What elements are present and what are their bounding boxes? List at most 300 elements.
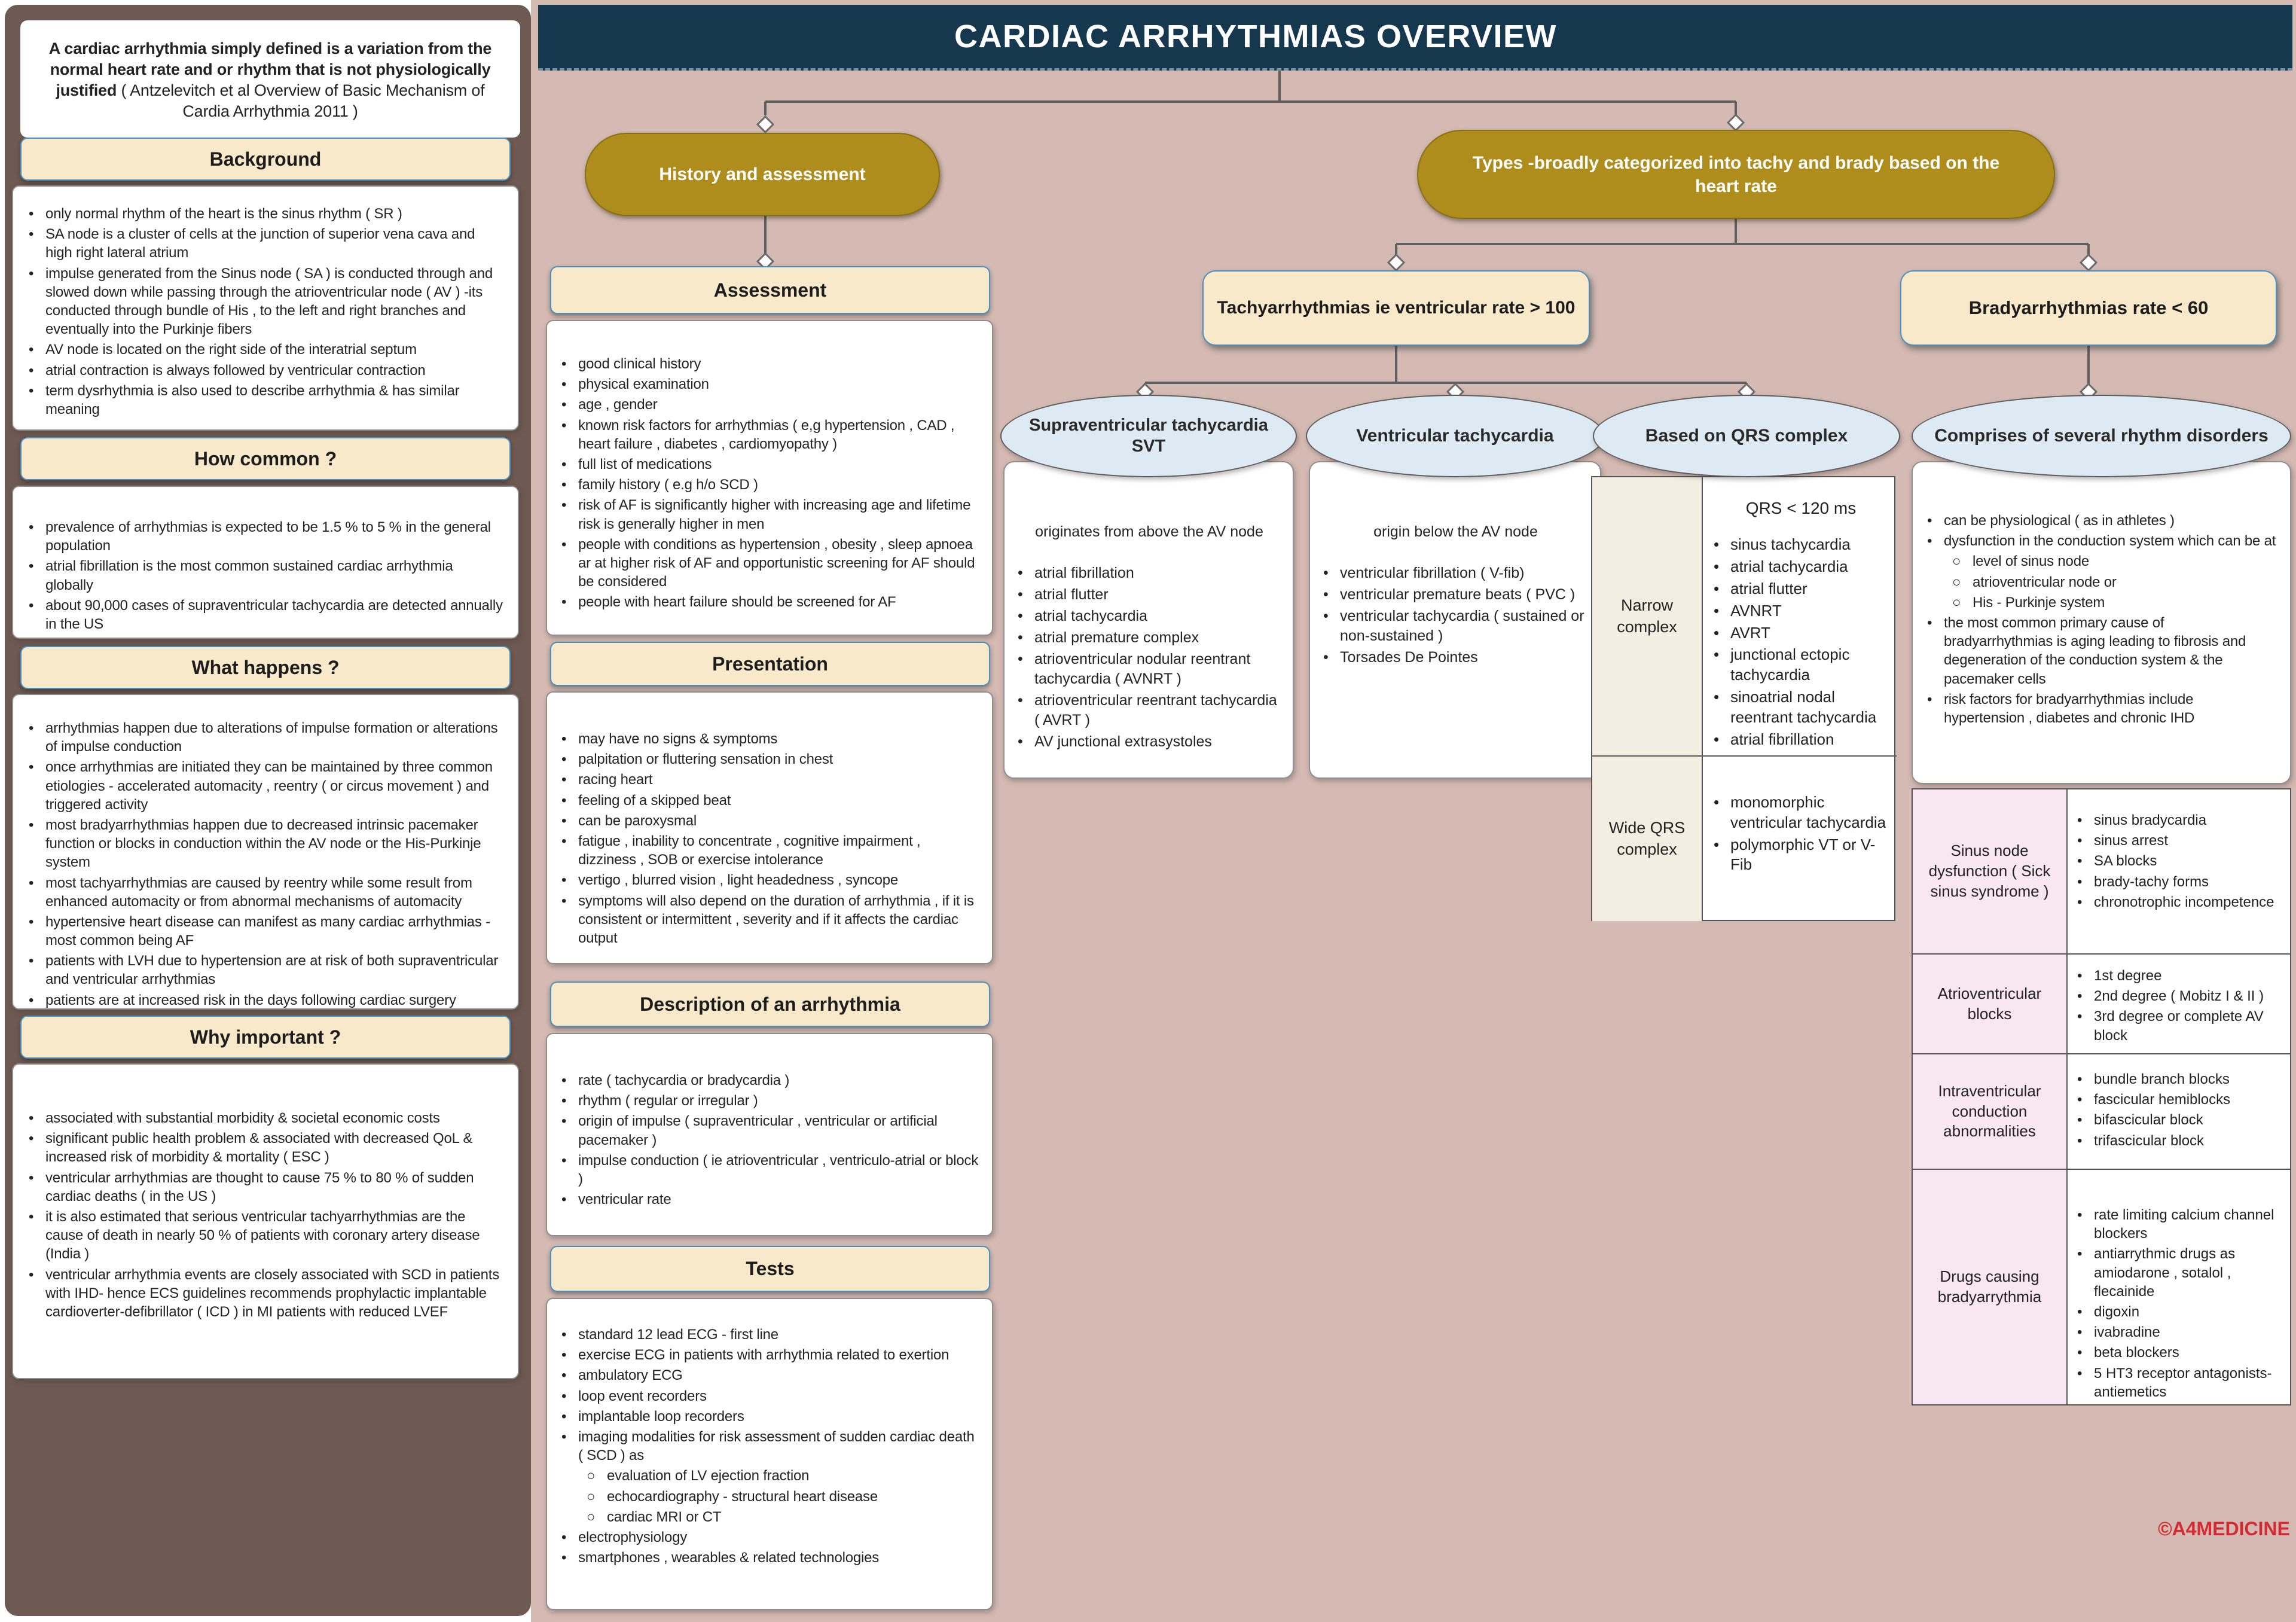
node-svt — [1000, 395, 1297, 477]
section-header-label: Why important ? — [190, 1026, 341, 1048]
list-item-text: family history ( e.g h/o SCD ) — [578, 477, 758, 493]
bullet-icon: • — [2077, 1344, 2083, 1361]
section-header-how-common — [20, 437, 511, 480]
list-item — [2077, 811, 2285, 830]
bullet-icon: • — [29, 362, 34, 379]
definition-box — [20, 20, 520, 138]
list-item-text: risk factors for bradyarrhythmias include hypertension , diabetes and chronic IHD — [1944, 691, 2195, 726]
list-item-text: exercise ECG in patients with arrhythmia related to exertion — [578, 1347, 949, 1364]
list-item-text: ventricular arrhythmias are thought to cause 75 % to 80 % of sudden cardiac deaths ( in the US ) — [45, 1169, 474, 1205]
bullet-icon: • — [1018, 629, 1023, 646]
bullet-icon: • — [1714, 730, 1720, 748]
sub-bullet-icon: ○ — [587, 1508, 596, 1525]
list-item-text: fascicular hemiblocks — [2094, 1092, 2231, 1108]
list-item-text: arrhythmias happen due to alterations of impulse formation or alterations of impulse conduction — [45, 720, 498, 755]
list-item-text: patients are at increased risk in the days following cardiac surgery — [45, 992, 456, 1008]
list-item — [29, 557, 503, 594]
list-item — [561, 1407, 979, 1426]
sub-list-item — [1927, 593, 2277, 612]
svt-list — [1018, 563, 1281, 752]
list-item — [1323, 585, 1588, 605]
bullet-icon: • — [29, 759, 34, 776]
bullet-icon: • — [561, 792, 567, 809]
list-item — [29, 1266, 503, 1322]
list-item-text: AVNRT — [1730, 601, 1782, 620]
bullet-icon: • — [561, 477, 567, 493]
list-item-text: origin of impulse ( supraventricular , ventricular or artificial pacemaker ) — [578, 1113, 938, 1148]
list-item — [2077, 987, 2285, 1005]
list-item-text: chronotrophic incompetence — [2094, 894, 2274, 910]
how-common-content-box — [12, 486, 519, 639]
list-item-text: bifascicular block — [2094, 1112, 2203, 1129]
list-item-text: known risk factors for arrhythmias ( e,g hypertension , CAD , heart failure , diabetes , cardiomyopathy ) — [578, 417, 955, 452]
brady-row-2-list — [2077, 1070, 2285, 1150]
qrs-wide-list — [1714, 792, 1888, 875]
list-item-text: it is also estimated that serious ventricular tachyarrhythmias are the cause of death in nearly 50 % of patients with coronary artery disease (India ) — [45, 1208, 480, 1263]
list-item-text: 2nd degree ( Mobitz I & II ) — [2094, 988, 2264, 1005]
bullet-icon: • — [1018, 586, 1023, 603]
node-history-and-assessment — [585, 133, 940, 216]
sub-list-item-text: atrioventricular node or — [1973, 574, 2117, 590]
list-item — [2077, 831, 2285, 850]
list-item — [1927, 690, 2277, 727]
list-item-text: physical examination — [578, 376, 709, 393]
list-item — [1018, 563, 1281, 583]
list-item-text: significant public health problem & associated with decreased QoL & increased risk of morbidity & mortality ( ESC ) — [45, 1130, 473, 1166]
assessment-list — [561, 355, 979, 611]
list-item-text: sinoatrial nodal reentrant tachycardia — [1730, 687, 1877, 726]
list-item-text: 1st degree — [2094, 968, 2162, 984]
list-item-text: once arrhythmias are initiated they can be maintained by three common etiologies - accelerated automacity , reentry ( or circus movement ) and triggered activity — [45, 759, 493, 813]
brady-row-3-content — [2068, 1170, 2291, 1404]
list-item — [29, 1208, 503, 1264]
list-item — [2077, 1343, 2285, 1362]
bullet-icon: • — [561, 594, 567, 611]
qrs-table — [1591, 476, 1895, 921]
bullet-icon: • — [2077, 812, 2083, 828]
sub-bullet-icon: ○ — [1952, 553, 1961, 570]
list-item — [1018, 606, 1281, 626]
brady-row-0-content — [2068, 789, 2291, 955]
list-item-text: sinus tachycardia — [1730, 535, 1851, 554]
list-item — [29, 361, 503, 380]
bullet-icon: • — [561, 497, 567, 514]
assessment-content-box — [546, 320, 993, 636]
brady-row-1-content — [2068, 955, 2291, 1054]
list-item-text: good clinical history — [578, 356, 701, 372]
bullet-icon: • — [29, 382, 34, 399]
list-item — [1714, 792, 1888, 833]
node-label: Based on QRS complex — [1645, 426, 1848, 446]
list-item — [1714, 687, 1888, 728]
list-item-text: sinus bradycardia — [2094, 812, 2207, 828]
vt-list — [1323, 563, 1588, 667]
section-header-label: How common ? — [194, 447, 337, 469]
list-item — [29, 225, 503, 262]
list-item — [561, 1325, 979, 1344]
bullet-icon: • — [29, 1130, 34, 1147]
bullet-icon: • — [29, 816, 34, 833]
bullet-icon: • — [1018, 565, 1023, 581]
list-item-text: fatigue , inability to concentrate , cognitive impairment , dizziness , SOB or exercise intolerance — [578, 833, 921, 868]
list-item — [561, 812, 979, 830]
bullet-icon: • — [1714, 601, 1720, 620]
list-item — [2077, 893, 2285, 911]
bullet-icon: • — [561, 1388, 567, 1404]
list-item-text: only normal rhythm of the heart is the sinus rhythm ( SR ) — [45, 206, 402, 222]
section-header-tests — [550, 1246, 990, 1292]
bullet-icon: • — [1018, 608, 1023, 624]
node-types — [1417, 130, 2055, 219]
brady-content-box — [1912, 461, 2291, 784]
list-item — [561, 455, 979, 474]
list-item-text: electrophysiology — [578, 1529, 688, 1545]
list-item — [1018, 650, 1281, 689]
node-label-line2: SVT — [1131, 437, 1166, 456]
section-header-label: Presentation — [712, 653, 828, 675]
qrs-row-narrow-label — [1592, 477, 1703, 757]
list-item-text: SA blocks — [2094, 853, 2157, 870]
list-item-text: ventricular fibrillation ( V-fib) — [1340, 565, 1525, 581]
bullet-icon: • — [29, 913, 34, 930]
list-item — [561, 1112, 979, 1149]
bullet-icon: • — [2077, 988, 2083, 1005]
background-list — [29, 205, 503, 419]
tests-list — [561, 1325, 979, 1567]
why-important-list — [29, 1109, 503, 1321]
section-header-presentation — [550, 642, 990, 686]
brady-row-0-label — [1913, 789, 2068, 955]
list-item — [29, 952, 503, 989]
list-item — [561, 791, 979, 810]
list-item-text: racing heart — [578, 772, 653, 788]
list-item-text: can be paroxysmal — [578, 812, 697, 829]
list-item — [29, 991, 503, 1010]
node-label: Types -broadly categorized into tachy and brady based on the heart rate — [1472, 153, 2000, 196]
list-item-text: hypertensive heart disease can manifest as many cardiac arrhythmias - most common being AF — [45, 913, 490, 949]
list-item — [561, 1387, 979, 1405]
list-item — [1927, 511, 2277, 530]
bullet-icon: • — [561, 751, 567, 768]
qrs-narrow-list — [1714, 535, 1888, 749]
bullet-icon: • — [1714, 535, 1720, 554]
list-item-text: loop event recorders — [578, 1388, 707, 1404]
bullet-icon: • — [1927, 513, 1932, 529]
list-item-text: antiarrythmic drugs as amiodarone , sotalol , flecainide — [2094, 1246, 2236, 1300]
list-item-text: brady-tachy forms — [2094, 873, 2209, 890]
list-item — [2077, 1245, 2285, 1301]
node-bradyarrhythmias — [1900, 270, 2277, 346]
list-item-text: atrial flutter — [1034, 586, 1109, 603]
list-item-text: imaging modalities for risk assessment of sudden cardiac death ( SCD ) as — [578, 1428, 975, 1464]
brady-row-3-list — [2077, 1206, 2285, 1401]
node-based-on-qrs-complex — [1593, 395, 1900, 477]
bullet-icon: • — [2077, 1207, 2083, 1223]
list-item-text: beta blockers — [2094, 1344, 2179, 1361]
bullet-icon: • — [2077, 1092, 2083, 1108]
list-item-text: monomorphic ventricular tachycardia — [1730, 793, 1886, 831]
list-item — [2077, 873, 2285, 891]
list-item — [2077, 1303, 2285, 1321]
list-item-text: atrial tachycardia — [1730, 557, 1848, 576]
qrs-row-narrow-content — [1703, 477, 1897, 757]
section-header-assessment — [550, 266, 990, 314]
page-title: CARDIAC ARRHYTHMIAS OVERVIEW — [954, 19, 1558, 54]
bullet-icon: • — [1018, 733, 1023, 750]
bullet-icon: • — [1323, 649, 1329, 666]
list-item — [1714, 557, 1888, 577]
table-row-label: Atrioventricular blocks — [1937, 984, 2042, 1023]
sub-list-item — [1927, 573, 2277, 592]
bullet-icon: • — [29, 1169, 34, 1186]
list-item-text: standard 12 lead ECG - first line — [578, 1327, 778, 1343]
list-item-text: atrioventricular reentrant tachycardia ( AVRT ) — [1034, 692, 1277, 728]
list-item — [1714, 730, 1888, 750]
sub-list-item-text: cardiac MRI or CT — [607, 1508, 722, 1525]
list-item — [29, 913, 503, 950]
node-comprises-rhythm-disorders — [1912, 395, 2291, 477]
bullet-icon: • — [561, 1327, 567, 1343]
list-item-text: the most common primary cause of bradyarrhythmias is aging leading to fibrosis and degeneration of the conduction system & the pacemaker cells — [1944, 614, 2246, 687]
list-item-text: vertigo , blurred vision , light headedness , syncope — [578, 872, 899, 889]
list-item-text: ventricular rate — [578, 1191, 671, 1208]
list-item — [29, 816, 503, 872]
list-item-text: Torsades De Pointes — [1340, 649, 1478, 666]
bullet-icon: • — [29, 265, 34, 282]
bullet-icon: • — [1927, 533, 1932, 550]
list-item — [29, 340, 503, 359]
list-item — [2077, 1070, 2285, 1089]
list-item — [561, 1092, 979, 1110]
list-item — [1323, 563, 1588, 583]
bullet-icon: • — [29, 874, 34, 891]
bullet-icon: • — [29, 558, 34, 575]
table-row-label: Sinus node dysfunction ( Sick sinus syndrome ) — [1928, 842, 2051, 900]
bullet-icon: • — [1714, 645, 1720, 664]
section-header-what-happens — [20, 646, 511, 689]
bullet-icon: • — [29, 226, 34, 243]
description-content-box — [546, 1033, 993, 1236]
list-item-text: impulse conduction ( ie atrioventricular , ventriculo-atrial or block ) — [578, 1152, 979, 1187]
bullet-icon: • — [561, 1093, 567, 1109]
list-item — [1714, 601, 1888, 621]
list-item-text: ventricular arrhythmia events are closely associated with SCD in patients with IHD- hence ECS guidelines recommends prophylactic implantable cardioverter-defibrillator ( ICD ) in MI patients with reduced LVEF — [45, 1266, 500, 1320]
list-item — [2077, 1323, 2285, 1341]
list-item-text: about 90,000 cases of supraventricular tachycardia are detected annually in the US — [45, 597, 503, 632]
section-header-why-important — [20, 1016, 511, 1059]
bullet-icon: • — [29, 1110, 34, 1126]
list-item-text: associated with substantial morbidity & societal economic costs — [45, 1110, 440, 1126]
bullet-icon: • — [2077, 1246, 2083, 1263]
brady-row-0-list — [2077, 811, 2285, 911]
list-item — [561, 535, 979, 592]
list-item-text: rate ( tachycardia or bradycardia ) — [578, 1072, 790, 1089]
bullet-icon: • — [561, 1347, 567, 1364]
bullet-icon: • — [561, 376, 567, 393]
vt-intro-text: origin below the AV node — [1373, 523, 1538, 540]
list-item — [1714, 623, 1888, 644]
node-label: Supraventricular tachycardia — [1029, 416, 1268, 435]
list-item-text: SA node is a cluster of cells at the junction of superior vena cava and high right lateral atrium — [45, 226, 475, 261]
list-item-text: atrial flutter — [1730, 579, 1808, 597]
bullet-icon: • — [1323, 565, 1329, 581]
list-item-text: full list of medications — [578, 456, 712, 472]
sub-list-item — [561, 1508, 979, 1526]
bullet-icon: • — [561, 1367, 567, 1384]
list-item — [561, 1346, 979, 1364]
bullet-icon: • — [561, 731, 567, 747]
list-item — [29, 264, 503, 339]
bullet-icon: • — [2077, 1112, 2083, 1129]
tests-content-box — [546, 1298, 993, 1610]
list-item-text: bundle branch blocks — [2094, 1071, 2230, 1087]
list-item — [561, 730, 979, 748]
node-label: Bradyarrhythmias rate < 60 — [1968, 297, 2209, 318]
list-item — [1714, 535, 1888, 555]
presentation-content-box — [546, 691, 993, 964]
section-header-label: Assessment — [713, 279, 827, 301]
table-row-label: Drugs causing bradyarrythmia — [1937, 1267, 2042, 1306]
bullet-icon: • — [2077, 1008, 2083, 1025]
bullet-icon: • — [561, 1408, 567, 1425]
brady-row-1-label — [1913, 955, 2068, 1054]
list-item-text: implantable loop recorders — [578, 1408, 744, 1425]
list-item-text: trifascicular block — [2094, 1132, 2205, 1149]
list-item — [561, 1428, 979, 1465]
sub-bullet-icon: ○ — [587, 1468, 596, 1484]
list-item — [29, 382, 503, 419]
list-item — [1323, 648, 1588, 667]
list-item — [561, 1366, 979, 1385]
list-item — [1714, 579, 1888, 599]
section-header-label: Background — [209, 148, 322, 170]
list-item-text: may have no signs & symptoms — [578, 731, 778, 747]
bullet-icon: • — [561, 456, 567, 472]
bullet-icon: • — [561, 1191, 567, 1208]
bullet-icon: • — [1714, 793, 1720, 811]
list-item-text: dysfunction in the conduction system which can be at — [1944, 533, 2276, 550]
list-item — [1927, 532, 2277, 550]
node-label: History and assessment — [659, 164, 866, 184]
list-item — [1714, 835, 1888, 876]
bullet-icon: • — [2077, 1365, 2083, 1382]
bullet-icon: • — [2077, 894, 2083, 910]
sub-bullet-icon: ○ — [587, 1488, 596, 1505]
bullet-icon: • — [2077, 1303, 2083, 1320]
bullet-icon: • — [561, 872, 567, 889]
bullet-icon: • — [1714, 579, 1720, 597]
list-item-text: can be physiological ( as in athletes ) — [1944, 513, 2175, 529]
description-list — [561, 1071, 979, 1209]
list-item — [561, 1071, 979, 1090]
bullet-icon: • — [561, 417, 567, 434]
bullet-icon: • — [1714, 623, 1720, 642]
svt-intro-text: originates from above the AV node — [1035, 523, 1263, 540]
sub-bullet-icon: ○ — [1952, 574, 1961, 590]
list-item — [561, 750, 979, 769]
brady-row-1-list — [2077, 967, 2285, 1045]
list-item-text: feeling of a skipped beat — [578, 792, 731, 809]
list-item — [2077, 1206, 2285, 1243]
bullet-icon: • — [2077, 1071, 2083, 1087]
sub-list-item — [1927, 552, 2277, 571]
list-item-text: palpitation or fluttering sensation in chest — [578, 751, 833, 768]
list-item-text: AV junctional extrasystoles — [1034, 733, 1212, 750]
bullet-icon: • — [29, 597, 34, 614]
brady-row-2-content — [2068, 1054, 2291, 1170]
list-item-text: risk of AF is significantly higher with increasing age and lifetime risk is generally higher in men — [578, 497, 971, 532]
bullet-icon: • — [561, 397, 567, 413]
node-ventricular-tachycardia — [1306, 395, 1604, 477]
bullet-icon: • — [2077, 1324, 2083, 1341]
list-item — [29, 719, 503, 756]
how-common-list — [29, 518, 503, 633]
list-item-text: age , gender — [578, 397, 658, 413]
node-label: Comprises of several rhythm disorders — [1934, 426, 2268, 446]
presentation-list — [561, 730, 979, 947]
bullet-icon: • — [2077, 833, 2083, 849]
list-item — [29, 1109, 503, 1127]
list-item — [561, 832, 979, 869]
left-panel — [5, 5, 531, 1616]
list-item-text: atrial fibrillation — [1730, 730, 1834, 748]
bullet-icon: • — [1323, 586, 1329, 603]
bullet-icon: • — [561, 1152, 567, 1169]
table-row-label: Intraventricular conduction abnormalities — [1938, 1081, 2041, 1141]
list-item — [561, 1548, 979, 1567]
sub-list-item-text: evaluation of LV ejection fraction — [607, 1468, 810, 1484]
list-item — [561, 375, 979, 394]
list-item-text: sinus arrest — [2094, 833, 2169, 849]
bullet-icon: • — [561, 1428, 567, 1445]
list-item — [561, 416, 979, 453]
list-item — [1018, 732, 1281, 752]
list-item — [561, 892, 979, 948]
list-item — [1018, 628, 1281, 648]
list-item — [561, 593, 979, 611]
section-header-label: Tests — [746, 1258, 795, 1279]
list-item — [29, 1129, 503, 1166]
watermark: ©A4MEDICINE — [2158, 1518, 2290, 1539]
list-item-text: polymorphic VT or V-Fib — [1730, 835, 1876, 874]
sub-bullet-icon: ○ — [1952, 594, 1961, 611]
list-item-text: prevalence of arrhythmias is expected to be 1.5 % to 5 % in the general population — [45, 519, 491, 554]
list-item-text: ivabradine — [2094, 1324, 2160, 1341]
bullet-icon: • — [561, 356, 567, 372]
definition-bold-text: A cardiac arrhythmia simply defined is a variation from the normal heart rate and or rhythm that is not physiologically justified — [48, 39, 492, 100]
list-item — [1714, 645, 1888, 685]
list-item — [2077, 1364, 2285, 1401]
sub-list-item — [561, 1466, 979, 1485]
list-item — [2077, 1111, 2285, 1129]
list-item — [29, 1169, 503, 1206]
list-item-text: people with conditions as hypertension , obesity , sleep apnoea ar at higher risk of AF and opportunistic screening for AF should be considered — [578, 536, 975, 590]
qrs-narrow-header: QRS < 120 ms — [1745, 499, 1857, 517]
bullet-icon: • — [1927, 691, 1932, 708]
brady-table — [1912, 788, 2291, 1405]
qrs-row-wide-content — [1703, 757, 1897, 921]
bullet-icon: • — [1714, 687, 1720, 706]
bullet-icon: • — [29, 519, 34, 535]
bullet-icon: • — [561, 772, 567, 788]
why-important-content-box — [12, 1063, 519, 1379]
list-item-text: atrial premature complex — [1034, 629, 1199, 646]
what-happens-list — [29, 719, 503, 1010]
table-row-label: Wide QRS complex — [1608, 819, 1686, 858]
list-item-text: atrial fibrillation — [1034, 565, 1134, 581]
bullet-icon: • — [561, 833, 567, 849]
list-item-text: most bradyarrhythmias happen due to decreased intrinsic pacemaker function or blocks in conduction within the AV node or the His-Purkinje system — [45, 816, 481, 871]
